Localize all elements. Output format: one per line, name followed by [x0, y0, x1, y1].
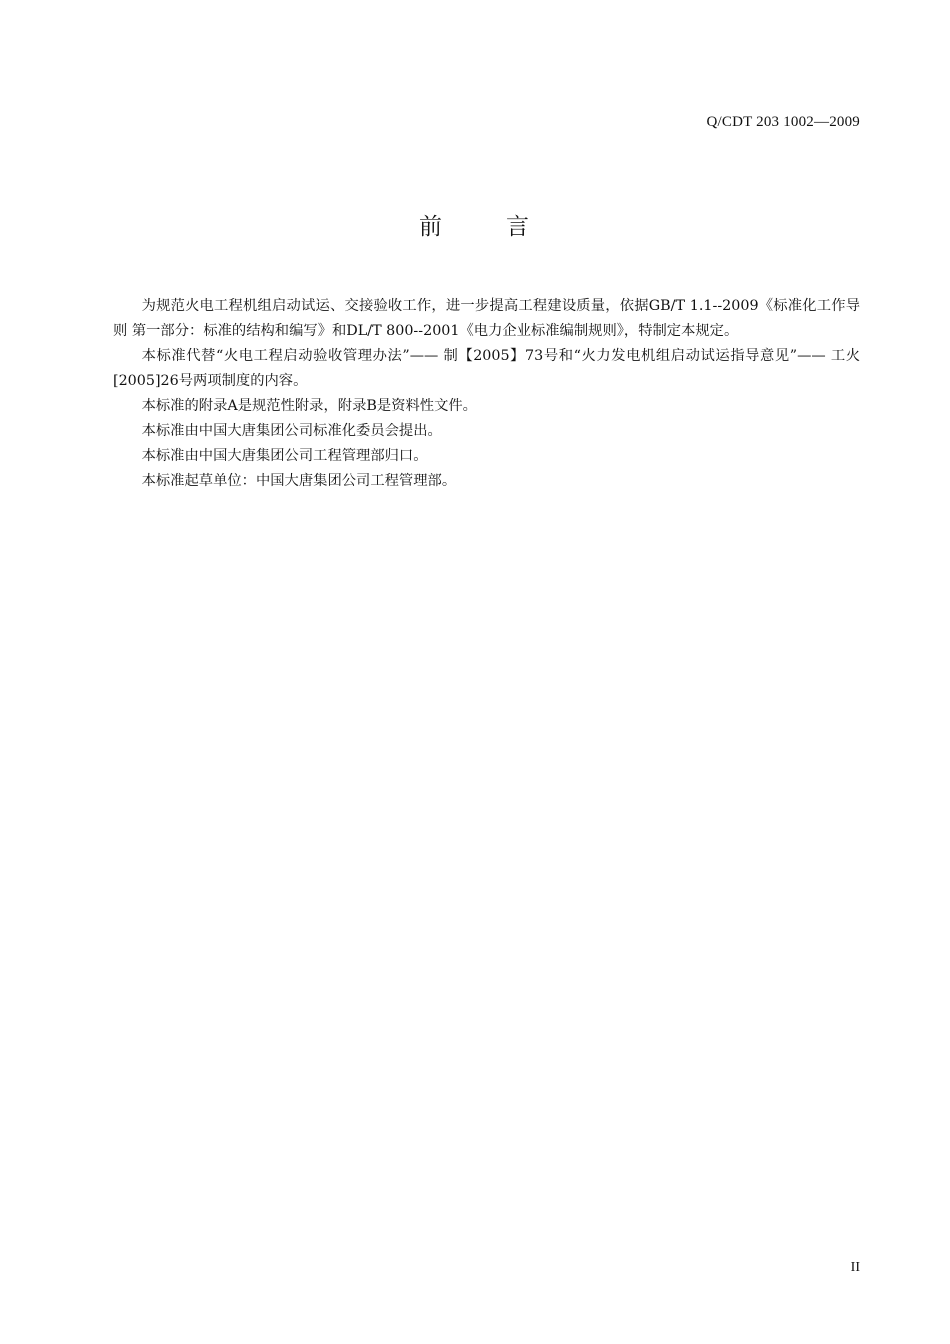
title-char-2: 言 — [506, 214, 531, 240]
paragraph-drafted-by: 本标准起草单位：中国大唐集团公司工程管理部。 — [141, 473, 457, 489]
paragraph-basis: 为规范火电工程机组启动试运、交接验收工作，进一步提高工程建设质量，依据GB/T 1.1--2009《标准化工作导则 第一部分：标准的结构和编写》和DL/T 800--2001《电力企业标准编制规则》，特制定本规定。 — [113, 298, 860, 339]
paragraph-replacement: 本标准代替“火电工程启动验收管理办法”—— 制【2005】73号和“火力发电机组启动试运指导意见”—— 工火[2005]26号两项制度的内容。 — [113, 348, 860, 389]
paragraph-proposed-by: 本标准由中国大唐集团公司标准化委员会提出。 — [141, 423, 442, 439]
paragraph-appendix: 本标准的附录A是规范性附录，附录B是资料性文件。 — [141, 398, 477, 414]
foreword-body — [113, 294, 860, 494]
page-title — [0, 208, 950, 241]
document-code: Q/CDT 203 1002—2009 — [706, 114, 860, 130]
title-char-1: 前 — [419, 214, 444, 240]
page-number: II — [850, 1260, 860, 1275]
paragraph-managed-by: 本标准由中国大唐集团公司工程管理部归口。 — [141, 448, 428, 464]
